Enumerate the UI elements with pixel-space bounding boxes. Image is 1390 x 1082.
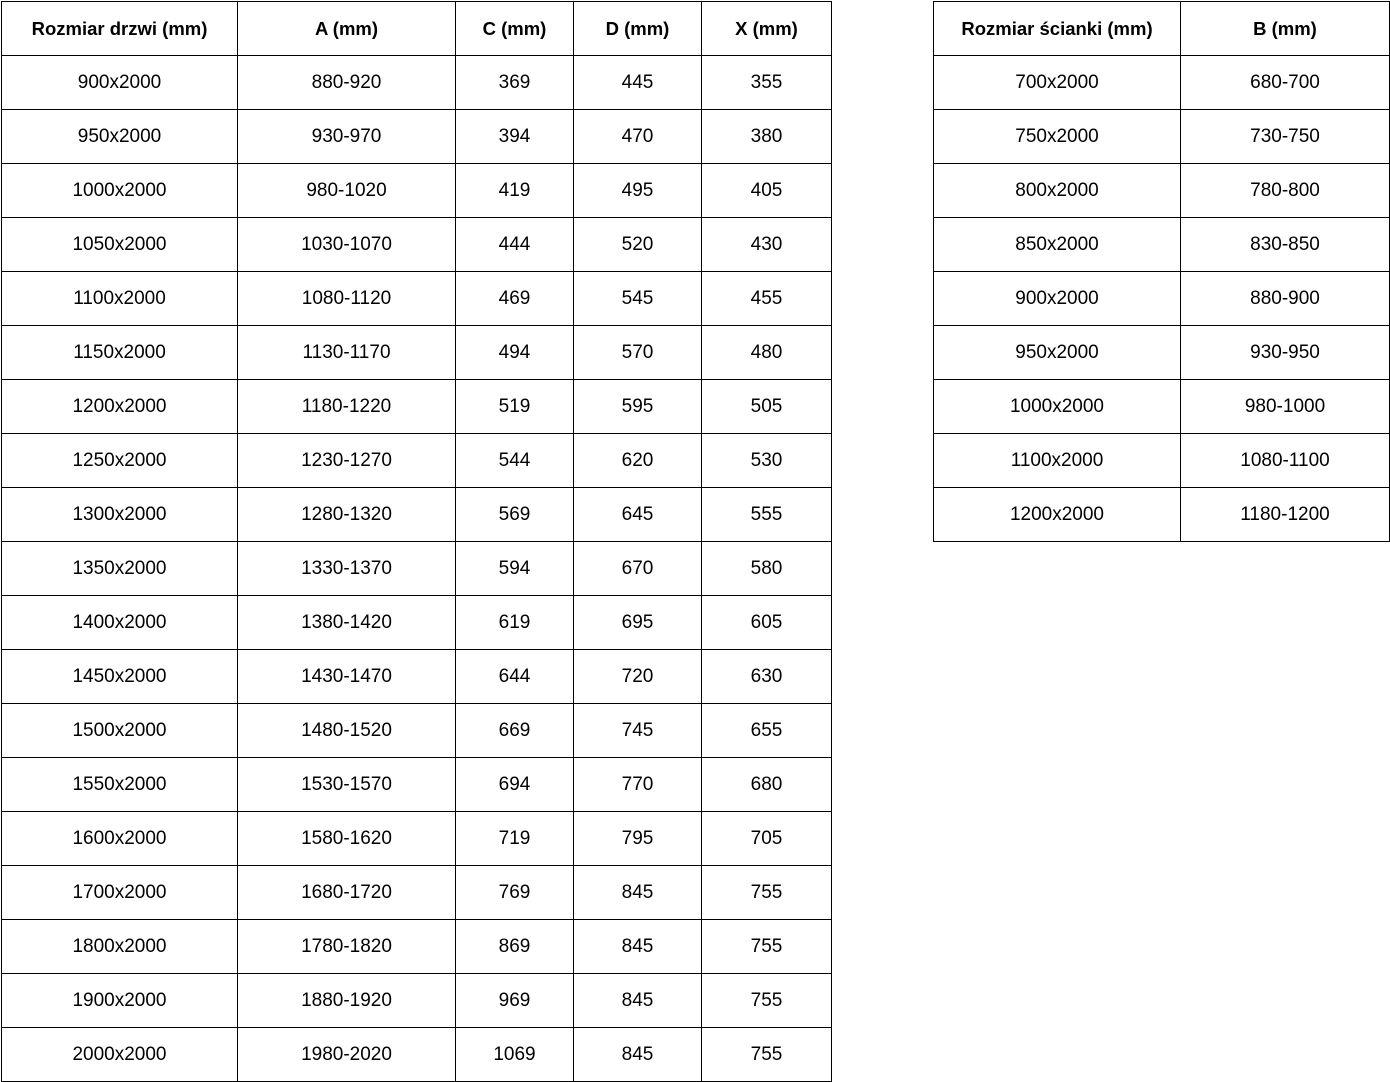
table-cell: 969 [456, 974, 574, 1028]
table-cell: 719 [456, 812, 574, 866]
table-cell: 769 [456, 866, 574, 920]
table-cell: 1030-1070 [238, 218, 456, 272]
table-row [2, 542, 832, 596]
table-cell: 750x2000 [934, 110, 1181, 164]
column-header-b: B (mm) [1181, 2, 1390, 56]
table-row [934, 56, 1390, 110]
table-cell: 845 [574, 1028, 702, 1082]
table-cell: 680 [702, 758, 832, 812]
table-cell: 519 [456, 380, 574, 434]
table-cell: 950x2000 [2, 110, 238, 164]
table-cell: 900x2000 [934, 272, 1181, 326]
table-header-row [934, 2, 1390, 56]
table-cell: 1680-1720 [238, 866, 456, 920]
table-cell: 569 [456, 488, 574, 542]
table-cell: 1130-1170 [238, 326, 456, 380]
table-cell: 869 [456, 920, 574, 974]
table-cell: 644 [456, 650, 574, 704]
table-cell: 1700x2000 [2, 866, 238, 920]
table-cell: 545 [574, 272, 702, 326]
column-header-rozmiar-scianki: Rozmiar ścianki (mm) [934, 2, 1181, 56]
table-cell: 745 [574, 704, 702, 758]
table-row [2, 704, 832, 758]
table-cell: 930-950 [1181, 326, 1390, 380]
table-row [2, 758, 832, 812]
table-cell: 1580-1620 [238, 812, 456, 866]
table-cell: 1350x2000 [2, 542, 238, 596]
table-cell: 695 [574, 596, 702, 650]
table-cell: 430 [702, 218, 832, 272]
table-cell: 1180-1220 [238, 380, 456, 434]
table-cell: 980-1020 [238, 164, 456, 218]
table-row [2, 434, 832, 488]
table-cell: 880-900 [1181, 272, 1390, 326]
table-row [2, 110, 832, 164]
table-cell: 780-800 [1181, 164, 1390, 218]
table-cell: 1380-1420 [238, 596, 456, 650]
table-row [2, 326, 832, 380]
table-cell: 530 [702, 434, 832, 488]
table-cell: 1250x2000 [2, 434, 238, 488]
table-cell: 394 [456, 110, 574, 164]
table-cell: 1080-1120 [238, 272, 456, 326]
table-cell: 369 [456, 56, 574, 110]
table-header-row [2, 2, 832, 56]
table-cell: 845 [574, 866, 702, 920]
table-cell: 1180-1200 [1181, 488, 1390, 542]
table-cell: 594 [456, 542, 574, 596]
table-row [934, 218, 1390, 272]
table-cell: 405 [702, 164, 832, 218]
table-cell: 845 [574, 974, 702, 1028]
table-cell: 555 [702, 488, 832, 542]
table-row [934, 434, 1390, 488]
table-cell: 1400x2000 [2, 596, 238, 650]
table-row [2, 866, 832, 920]
table-cell: 1150x2000 [2, 326, 238, 380]
table-cell: 930-970 [238, 110, 456, 164]
table-cell: 755 [702, 1028, 832, 1082]
column-header-d: D (mm) [574, 2, 702, 56]
table-cell: 1200x2000 [934, 488, 1181, 542]
table-cell: 1000x2000 [2, 164, 238, 218]
table-cell: 544 [456, 434, 574, 488]
table-cell: 1600x2000 [2, 812, 238, 866]
table-cell: 720 [574, 650, 702, 704]
table-cell: 630 [702, 650, 832, 704]
table-cell: 880-920 [238, 56, 456, 110]
table-cell: 355 [702, 56, 832, 110]
doors-table-head [2, 2, 832, 56]
table-row [934, 488, 1390, 542]
table-cell: 494 [456, 326, 574, 380]
table-row [934, 272, 1390, 326]
doors-table-body [2, 56, 832, 1082]
column-header-c: C (mm) [456, 2, 574, 56]
table-cell: 980-1000 [1181, 380, 1390, 434]
table-cell: 380 [702, 110, 832, 164]
table-cell: 445 [574, 56, 702, 110]
table-cell: 1500x2000 [2, 704, 238, 758]
table-row [2, 218, 832, 272]
table-cell: 770 [574, 758, 702, 812]
table-cell: 1100x2000 [934, 434, 1181, 488]
table-cell: 1550x2000 [2, 758, 238, 812]
table-cell: 694 [456, 758, 574, 812]
table-cell: 845 [574, 920, 702, 974]
table-cell: 619 [456, 596, 574, 650]
table-cell: 705 [702, 812, 832, 866]
table-row [2, 56, 832, 110]
column-header-x: X (mm) [702, 2, 832, 56]
table-cell: 645 [574, 488, 702, 542]
table-cell: 1880-1920 [238, 974, 456, 1028]
table-cell: 1450x2000 [2, 650, 238, 704]
table-cell: 1200x2000 [2, 380, 238, 434]
table-cell: 470 [574, 110, 702, 164]
table-row [934, 380, 1390, 434]
wall-table-head [934, 2, 1390, 56]
table-cell: 495 [574, 164, 702, 218]
table-cell: 755 [702, 920, 832, 974]
doors-dimensions-table [1, 1, 832, 1082]
table-cell: 730-750 [1181, 110, 1390, 164]
table-row [2, 488, 832, 542]
table-cell: 1000x2000 [934, 380, 1181, 434]
table-cell: 1100x2000 [2, 272, 238, 326]
table-cell: 1080-1100 [1181, 434, 1390, 488]
table-cell: 1330-1370 [238, 542, 456, 596]
table-row [2, 974, 832, 1028]
table-cell: 680-700 [1181, 56, 1390, 110]
table-cell: 1430-1470 [238, 650, 456, 704]
table-cell: 1800x2000 [2, 920, 238, 974]
wall-table-body [934, 56, 1390, 542]
table-cell: 1230-1270 [238, 434, 456, 488]
table-cell: 419 [456, 164, 574, 218]
table-cell: 605 [702, 596, 832, 650]
table-cell: 2000x2000 [2, 1028, 238, 1082]
wall-dimensions-table [933, 1, 1390, 542]
table-cell: 1300x2000 [2, 488, 238, 542]
table-cell: 800x2000 [934, 164, 1181, 218]
table-cell: 1980-2020 [238, 1028, 456, 1082]
table-row [2, 650, 832, 704]
column-header-a: A (mm) [238, 2, 456, 56]
table-cell: 444 [456, 218, 574, 272]
table-cell: 620 [574, 434, 702, 488]
table-cell: 850x2000 [934, 218, 1181, 272]
table-cell: 570 [574, 326, 702, 380]
table-row [2, 1028, 832, 1082]
table-cell: 950x2000 [934, 326, 1181, 380]
table-cell: 755 [702, 866, 832, 920]
table-cell: 900x2000 [2, 56, 238, 110]
table-cell: 700x2000 [934, 56, 1181, 110]
table-cell: 1900x2000 [2, 974, 238, 1028]
table-cell: 505 [702, 380, 832, 434]
table-cell: 1069 [456, 1028, 574, 1082]
table-cell: 1280-1320 [238, 488, 456, 542]
table-cell: 795 [574, 812, 702, 866]
table-row [934, 110, 1390, 164]
table-cell: 755 [702, 974, 832, 1028]
table-cell: 1480-1520 [238, 704, 456, 758]
table-cell: 469 [456, 272, 574, 326]
table-row [2, 812, 832, 866]
column-header-rozmiar-drzwi: Rozmiar drzwi (mm) [2, 2, 238, 56]
table-row [2, 920, 832, 974]
table-cell: 1780-1820 [238, 920, 456, 974]
table-cell: 830-850 [1181, 218, 1390, 272]
table-cell: 1530-1570 [238, 758, 456, 812]
table-cell: 655 [702, 704, 832, 758]
table-row [2, 596, 832, 650]
table-row [2, 272, 832, 326]
table-row [934, 164, 1390, 218]
table-cell: 670 [574, 542, 702, 596]
table-cell: 520 [574, 218, 702, 272]
table-cell: 595 [574, 380, 702, 434]
table-cell: 1050x2000 [2, 218, 238, 272]
table-cell: 480 [702, 326, 832, 380]
table-row [2, 380, 832, 434]
table-cell: 580 [702, 542, 832, 596]
table-row [2, 164, 832, 218]
table-cell: 455 [702, 272, 832, 326]
table-cell: 669 [456, 704, 574, 758]
table-row [934, 326, 1390, 380]
